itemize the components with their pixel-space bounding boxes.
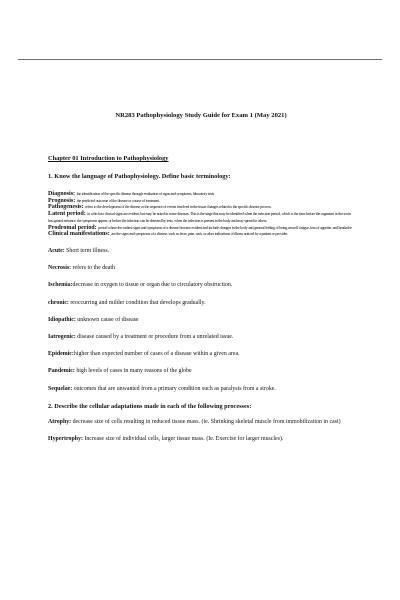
definition-text: decrease in oxygen to tissue or organ due to circulatory obstruction. — [72, 282, 233, 289]
definition-atrophy — [48, 419, 354, 426]
definition-text: disease caused by a treatment or procedure from a unrelated issue. — [75, 333, 234, 340]
definition-term: Hypertrophy: — [48, 435, 83, 442]
definition-text: are the signs and symptoms of a disease, such as fever, pain, rash, or other indications of illness noticed by a patient or provider. — [111, 231, 288, 237]
top-divider — [18, 59, 382, 60]
definition-term: Ischemia: — [48, 282, 73, 289]
definition-text: Increase size of individual cells, larger tissue mass. (Ie. Exercise for larger muscles). — [82, 435, 284, 442]
definition-term: Diagnosis: — [48, 191, 76, 197]
definition-necrosis — [48, 265, 354, 272]
definition-epidemic — [48, 351, 354, 358]
definition-term: Necrosis: — [48, 265, 72, 272]
definition-text: reoccurring and milder condition that develops gradually. — [68, 299, 206, 306]
definition-text: refers to the death — [71, 265, 115, 272]
definition-term: Latent period: — [48, 211, 86, 218]
definition-term: Acute: — [48, 247, 65, 254]
definition-term: Iatrogenic: — [48, 333, 76, 340]
definition-chronic — [48, 300, 354, 307]
definition-text: refers to the development of the disease or the sequence of events involved in the tissue changes related to the specific disease process. — [85, 204, 272, 210]
definition-text: unknown cause of disease — [75, 316, 139, 323]
definition-text: the predicted outcome of the disease or course of treatment. — [76, 197, 160, 203]
definition-idiopathic — [48, 317, 354, 324]
definition-diagnosis — [48, 191, 354, 198]
definition-text: Short term illness. — [64, 247, 110, 254]
definition-hypertrophy — [48, 436, 354, 443]
definition-term: Pathogenesis: — [48, 204, 84, 211]
definition-term: Clinical manifestations: — [48, 231, 110, 238]
dense-definitions — [48, 191, 354, 238]
definition-text: outcomes that are unwanted from a primary condition such as paralysis from a stroke. — [72, 385, 276, 392]
definition-term: Prognosis: — [48, 197, 76, 204]
definition-term: Sequelae: — [48, 385, 73, 392]
definition-ischemia — [48, 282, 354, 289]
study-guide-content — [48, 112, 354, 453]
definition-pandemic — [48, 368, 354, 375]
definition-text: in which no clinical signs are evident, but may be noted in some diseases. This is the stage that may be identified when the infection period, which is the time before the organism or the toxin has gained entrance, the symptoms appear, or before the infection can be detected by tests, when the infection is present in the body and may spread to others. — [48, 211, 351, 223]
definition-term: Pandemic: — [48, 368, 75, 375]
definition-text: the identification of the specific disease through evaluation of signs and symptoms, laboratory tests — [76, 191, 214, 196]
definition-prodromal-period — [48, 225, 354, 232]
definition-clinical-manifestations — [48, 231, 354, 238]
definition-sequelae — [48, 386, 354, 393]
question-1: 1. Know the language of Pathophysiology. Define basic terminology: — [48, 173, 231, 180]
definition-text: higher than expected number of cases of a disease within a given area. — [73, 351, 240, 358]
definition-text: high levels of cases in many reasons of the globe — [74, 368, 192, 375]
definition-text: period where the earliest signs and symptoms of a disease become evident and include changes in the body and general feeling of being unwell, fatigue, loss of appetite, and headache — [98, 224, 352, 230]
definition-iatrogenic — [48, 334, 354, 341]
definition-pathogenesis — [48, 204, 354, 211]
question-2: 2. Describe the cellular adaptations made in each of the following processes: — [48, 402, 252, 410]
definition-latent-period — [48, 211, 354, 224]
document-title: NR283 Pathophysiology Study Guide for Exam 1 (May 2021) — [115, 112, 287, 119]
definition-term: Idiopathic: — [48, 316, 76, 323]
chapter-heading: Chapter 01 Introduction to Pathophysiology — [48, 155, 169, 162]
definition-term: Prodromal period: — [48, 224, 97, 231]
definition-prognosis — [48, 198, 354, 205]
definition-term: chronic: — [48, 299, 69, 306]
definition-term: Atrophy: — [48, 418, 72, 425]
definition-acute — [48, 248, 354, 255]
definition-term: Epidemic: — [48, 351, 74, 358]
definition-text: decrease size of cells resulting in reduced tissue mass. (ie. Shrinking skeletal muscle from immobilization in cast) — [71, 418, 341, 425]
